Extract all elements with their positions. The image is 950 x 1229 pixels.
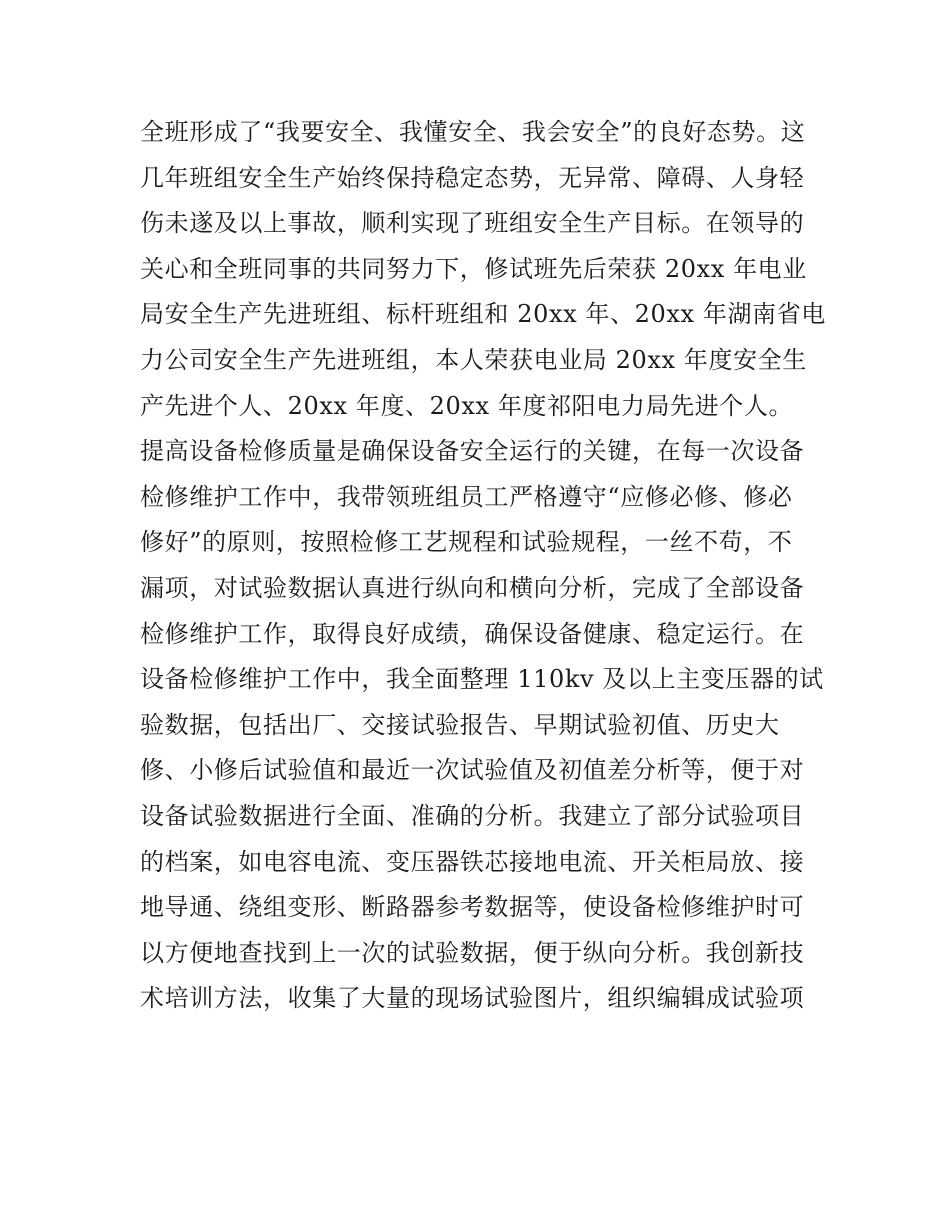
text-line: 设备检修维护工作中，我全面整理 110kv 及以上主变压器的试	[140, 665, 824, 694]
text-line: 的档案，如电容电流、变压器铁芯接地电流、开关柜局放、接	[140, 847, 805, 876]
text-line: 力公司安全生产先进班组，本人荣获电业局 20xx 年度安全生	[140, 345, 807, 374]
text-line: 漏项，对试验数据认真进行纵向和横向分析，完成了全部设备	[140, 573, 805, 602]
text-line: 检修维护工作中，我带领班组员工严格遵守“应修必修、修必	[140, 482, 793, 511]
text-line: 以方便地查找到上一次的试验数据，便于纵向分析。我创新技	[140, 938, 805, 967]
text-line: 地导通、绕组变形、断路器参考数据等，使设备检修维护时可	[140, 893, 805, 922]
text-line: 提高设备检修质量是确保设备安全运行的关键，在每一次设备	[140, 437, 805, 466]
text-line: 产先进个人、20xx 年度、20xx 年度祁阳电力局先进个人。	[140, 391, 794, 420]
text-line: 局安全生产先进班组、标杆班组和 20xx 年、20xx 年湖南省电	[140, 300, 826, 329]
text-line: 伤未遂及以上事故，顺利实现了班组安全生产目标。在领导的	[140, 209, 805, 238]
text-line: 设备试验数据进行全面、准确的分析。我建立了部分试验项目	[140, 801, 805, 830]
text-line: 术培训方法，收集了大量的现场试验图片，组织编辑成试验项	[140, 984, 805, 1013]
text-line: 修好”的原则，按照检修工艺规程和试验规程，一丝不苟，不	[140, 528, 793, 557]
text-line: 检修维护工作，取得良好成绩，确保设备健康、稳定运行。在	[140, 619, 805, 648]
text-line: 关心和全班同事的共同努力下，修试班先后荣获 20xx 年电业	[140, 254, 807, 283]
document-body	[140, 110, 826, 1022]
text-line: 几年班组安全生产始终保持稳定态势，无异常、障碍、人身轻	[140, 163, 805, 192]
text-line: 全班形成了“我要安全、我懂安全、我会安全”的良好态势。这	[140, 118, 806, 146]
text-line: 修、小修后试验值和最近一次试验值及初值差分析等，便于对	[140, 756, 805, 785]
text-line: 验数据，包括出厂、交接试验报告、早期试验初值、历史大	[140, 710, 780, 739]
